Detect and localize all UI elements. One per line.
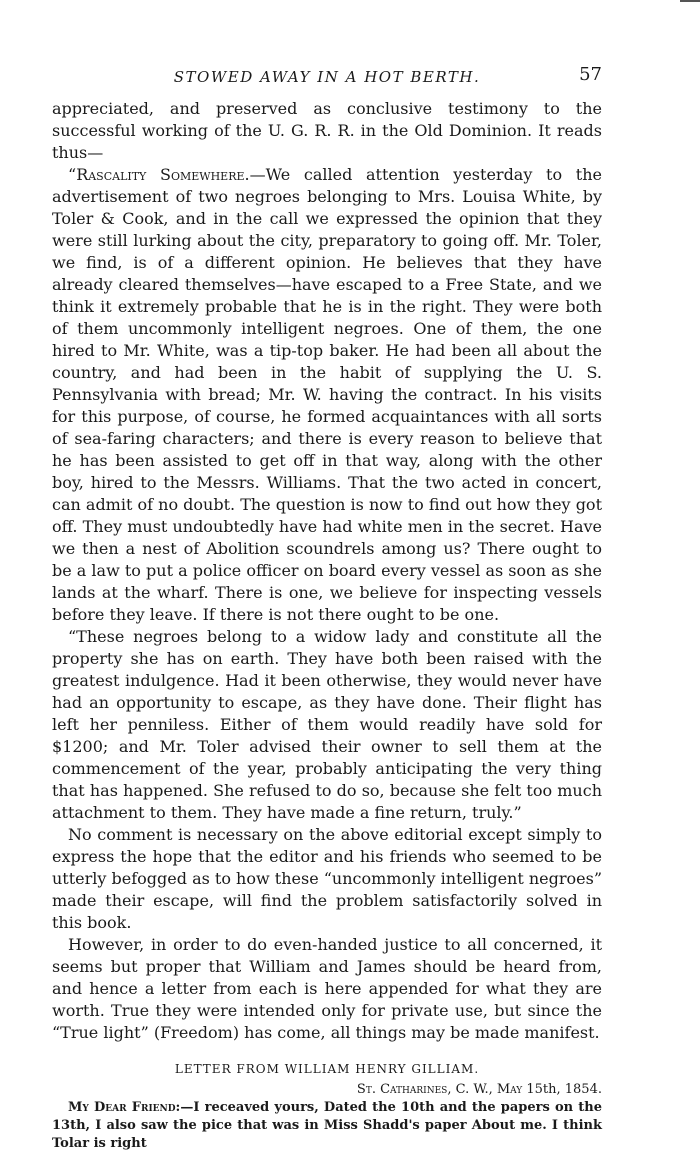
open-quote: “	[68, 165, 77, 184]
dateline-place: St. Catharines	[356, 1082, 448, 1097]
letter-body	[52, 1099, 602, 1153]
page-body	[52, 98, 602, 1044]
paragraph-justice: However, in order to do even-handed justice to all concerned, it seems but proper that William and James should be heard from, and hence a letter from each is here appended for what they are worth. True they were intended only for private use, but since the “True light” (Freedom) has come, all things may be made manifest.	[52, 935, 602, 1042]
page-header	[52, 64, 602, 94]
book-page	[52, 64, 602, 1166]
letter-title: LETTER FROM WILLIAM HENRY GILLIAM.	[174, 1062, 480, 1076]
crop-mark	[680, 0, 700, 2]
paragraph-editorial-quote	[52, 164, 602, 626]
dateline-rest: , C. W.,	[447, 1082, 497, 1097]
dateline-day: 15th, 1854.	[522, 1082, 602, 1097]
page-number: 57	[579, 64, 602, 85]
running-title: STOWED AWAY IN A HOT BERTH.	[173, 68, 481, 86]
paragraph-intro: appreciated, and preserved as conclusive testimony to the successful working of the U. G. R. R. in the Old Dominion. It reads thus—	[52, 99, 602, 162]
editorial-text: —We called attention yesterday to the advertisement of two negroes belonging to Mrs. Louisa White, by Toler & Cook, and in the call we expressed the opinion that they were still lurking about the city, preparatory to going off. Mr. Toler, we find, is of a different opinion. He believes that they have already cleared themselves—have escaped to a Free State, and we think it extremely probable that he is in the right. They were both of them uncommonly intelligent negroes. One of them, the one hired to Mr. White, was a tip-top baker. He had been all about the country, and had been in the habit of supplying the U. S. Pennsylvania with bread; Mr. W. having the contract. In his visits for this purpose, of course, he formed acquaintances with all sorts of sea-faring characters; and there is every reason to believe that he has been assisted to get off in that way, along with the other boy, hired to the Messrs. Williams. That the two acted in concert, can admit of no doubt. The question is now to find out how they got off. They must undoubtedly have had white men in the secret. Have we then a nest of Abolition scoundrels among us? There ought to be a law to put a police officer on board every vessel as soon as she lands at the wharf. There is one, we believe for inspecting vessels before they leave. If there is not there ought to be one.	[52, 165, 602, 624]
letter-dateline	[52, 1082, 602, 1097]
dateline-month: May	[496, 1082, 523, 1097]
paragraph-widow: “These negroes belong to a widow lady and constitute all the property she has on earth. They have both been raised with the greatest indulgence. Had it been otherwise, they would never have had an opportunity to escape, as they have done. Their flight has left her penniless. Either of them would readily have sold for $1200; and Mr. Toler advised their owner to sell them at the commencement of the year, probably anticipating the very thing that has happened. She refused to do so, because she felt too much attachment to them. They have made a fine return, truly.”	[52, 627, 602, 822]
editorial-heading: Rascality Somewhere.	[76, 165, 250, 184]
letter-salutation: My Dear Friend	[68, 1100, 176, 1115]
letter-text: :—I receaved yours, Dated the 10th and the papers on the 13th, I also saw the pice that was in Miss Shadd's paper About me. I think Tolar is right	[52, 1100, 602, 1151]
paragraph-comment: No comment is necessary on the above editorial except simply to express the hope that the editor and his friends who seemed to be utterly befogged as to how these “uncommonly intelligent negroes” made their escape, will find the problem satisfactorily solved in this book.	[52, 825, 603, 932]
